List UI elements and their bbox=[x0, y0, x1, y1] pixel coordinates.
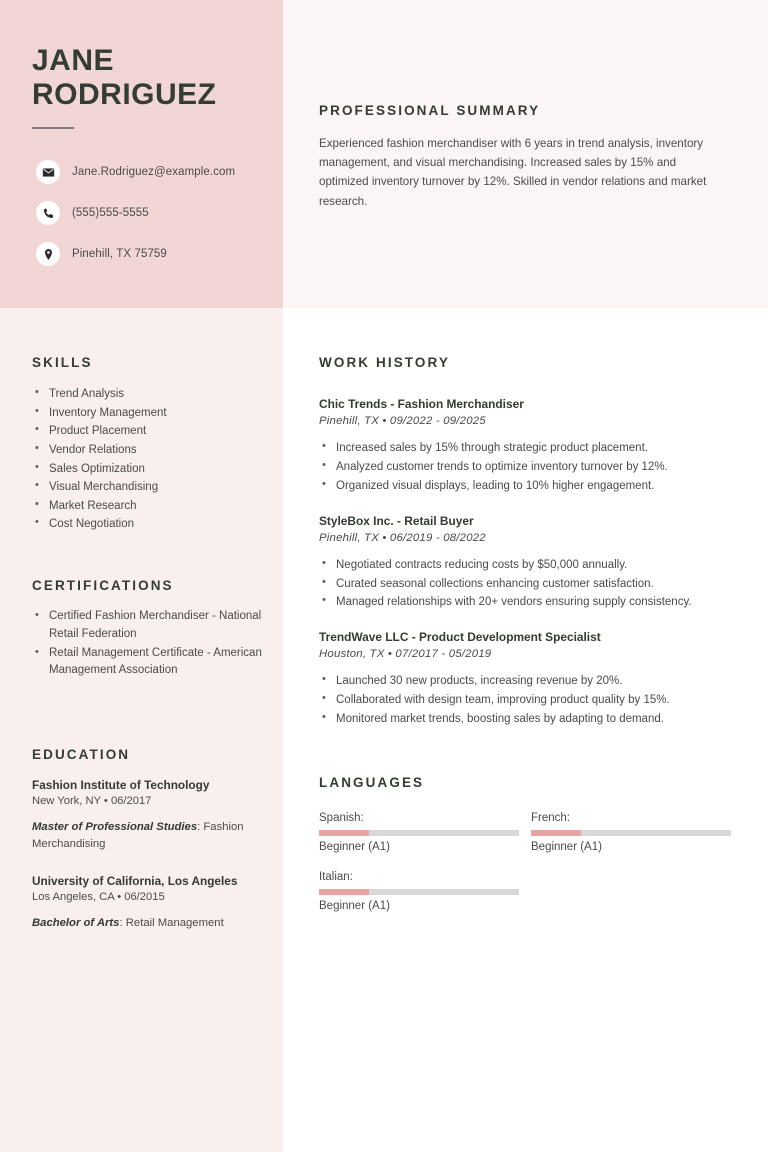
certifications-heading: CERTIFICATIONS bbox=[32, 578, 174, 593]
section-skills bbox=[32, 355, 262, 534]
education-school: Fashion Institute of Technology bbox=[32, 778, 210, 792]
contact-item-email[interactable] bbox=[36, 160, 276, 184]
list-item: • Cost Negotiation bbox=[32, 515, 262, 534]
candidate-name-block bbox=[32, 44, 272, 129]
language-grid-spacer bbox=[531, 869, 739, 928]
name-divider bbox=[32, 127, 74, 129]
language-proficiency-bar bbox=[531, 830, 731, 836]
section-professional-summary bbox=[319, 103, 739, 211]
education-entry bbox=[32, 777, 262, 853]
education-degree: Master of Professional Studies bbox=[32, 821, 198, 834]
education-school: University of California, Los Angeles bbox=[32, 873, 238, 888]
job-title: Chic Trends - Fashion Merchandiser bbox=[319, 397, 524, 411]
list-item: • Trend Analysis bbox=[32, 385, 262, 404]
language-proficiency-fill bbox=[319, 889, 369, 895]
list-item: • Retail Management Certificate - American Management Association bbox=[32, 645, 262, 681]
section-certifications bbox=[32, 578, 262, 681]
education-degree-line: Bachelor of Arts: Retail Management bbox=[32, 917, 224, 929]
section-work-history bbox=[319, 355, 739, 746]
languages-heading: LANGUAGES bbox=[319, 775, 425, 790]
envelope-icon bbox=[36, 160, 60, 184]
language-level: Beginner (A1) bbox=[531, 841, 602, 854]
list-item: • Analyzed customer trends to optimize inventory turnover by 12%. bbox=[319, 458, 739, 477]
contact-item-location[interactable] bbox=[36, 242, 276, 266]
list-item: • Sales Optimization bbox=[32, 460, 262, 479]
contact-location-text: Pinehill, TX 75759 bbox=[72, 248, 167, 260]
education-field: Retail Management bbox=[125, 917, 224, 929]
education-entry bbox=[32, 873, 262, 932]
language-proficiency-fill bbox=[319, 830, 369, 836]
education-degree-line: Master of Professional Studies: Fashion Merchandising bbox=[32, 821, 244, 850]
list-item: • Curated seasonal collections enhancing customer satisfaction. bbox=[319, 575, 739, 594]
language-proficiency-bar bbox=[319, 830, 519, 836]
job-bullets bbox=[319, 439, 739, 495]
language-level: Beginner (A1) bbox=[319, 899, 390, 912]
education-degree: Bachelor of Arts bbox=[32, 917, 120, 929]
language-proficiency-bar bbox=[319, 889, 519, 895]
language-name: French: bbox=[531, 812, 570, 824]
language-level: Beginner (A1) bbox=[319, 841, 390, 854]
certifications-list bbox=[32, 608, 262, 680]
list-item: • Organized visual displays, leading to 10% higher engagement. bbox=[319, 477, 739, 496]
summary-text: Experienced fashion merchandiser with 6 years in trend analysis, inventory management, and visual merchandising. Increased sales by 15% and optimized inventory turnover by 12%. Skilled in vendor relations and market research. bbox=[319, 137, 707, 208]
list-item: • Market Research bbox=[32, 497, 262, 516]
list-item: • Vendor Relations bbox=[32, 441, 262, 460]
list-item: • Launched 30 new products, increasing revenue by 20%. bbox=[319, 672, 739, 691]
job-title: StyleBox Inc. - Retail Buyer bbox=[319, 513, 474, 528]
job-entry bbox=[319, 629, 739, 729]
job-bullets bbox=[319, 556, 739, 612]
work-history-heading: WORK HISTORY bbox=[319, 355, 450, 370]
contact-phone-text: (555)555-5555 bbox=[72, 207, 149, 219]
language-name: Italian: bbox=[319, 870, 353, 883]
location-pin-icon bbox=[36, 242, 60, 266]
skills-list bbox=[32, 385, 262, 534]
list-item: • Managed relationships with 20+ vendors ensuring supply consistency. bbox=[319, 593, 739, 612]
contact-item-phone[interactable] bbox=[36, 201, 276, 225]
sidebar bbox=[0, 0, 283, 1152]
section-languages bbox=[319, 775, 739, 927]
job-entry bbox=[319, 513, 739, 613]
language-entry-spanish bbox=[319, 810, 519, 857]
list-item: • Increased sales by 15% through strategic product placement. bbox=[319, 439, 739, 458]
job-entry bbox=[319, 396, 739, 496]
languages-grid bbox=[319, 810, 739, 927]
job-title: TrendWave LLC - Product Development Specialist bbox=[319, 630, 601, 645]
first-name: JANE bbox=[32, 44, 115, 77]
list-item: • Product Placement bbox=[32, 422, 262, 441]
summary-heading: PROFESSIONAL SUMMARY bbox=[319, 103, 541, 118]
job-meta: Houston, TX • 07/2017 - 05/2019 bbox=[319, 648, 492, 661]
language-proficiency-fill bbox=[531, 830, 581, 836]
job-meta: Pinehill, TX • 09/2022 - 09/2025 bbox=[319, 415, 486, 428]
education-meta: New York, NY • 06/2017 bbox=[32, 795, 152, 808]
education-field: Fashion Merchandising bbox=[32, 821, 244, 850]
job-meta: Pinehill, TX • 06/2019 - 08/2022 bbox=[319, 531, 486, 544]
list-item: • Visual Merchandising bbox=[32, 478, 262, 497]
section-education bbox=[32, 747, 262, 946]
contact-list bbox=[36, 160, 276, 283]
job-bullets bbox=[319, 672, 739, 728]
language-name: Spanish: bbox=[319, 812, 364, 824]
education-meta: Los Angeles, CA • 06/2015 bbox=[32, 891, 165, 904]
phone-icon bbox=[36, 201, 60, 225]
list-item: • Inventory Management bbox=[32, 404, 262, 423]
list-item: • Certified Fashion Merchandiser - National Retail Federation bbox=[32, 608, 262, 644]
contact-email-text: Jane.Rodriguez@example.com bbox=[72, 166, 236, 178]
list-item: • Collaborated with design team, improving product quality by 15%. bbox=[319, 691, 739, 710]
language-entry-italian bbox=[319, 869, 519, 916]
list-item: • Negotiated contracts reducing costs by $50,000 annually. bbox=[319, 556, 739, 575]
skills-heading: SKILLS bbox=[32, 355, 93, 370]
language-entry-french bbox=[531, 810, 731, 857]
last-name: RODRIGUEZ bbox=[32, 77, 217, 111]
education-heading: EDUCATION bbox=[32, 747, 131, 762]
list-item: • Monitored market trends, boosting sales by adapting to demand. bbox=[319, 710, 739, 729]
